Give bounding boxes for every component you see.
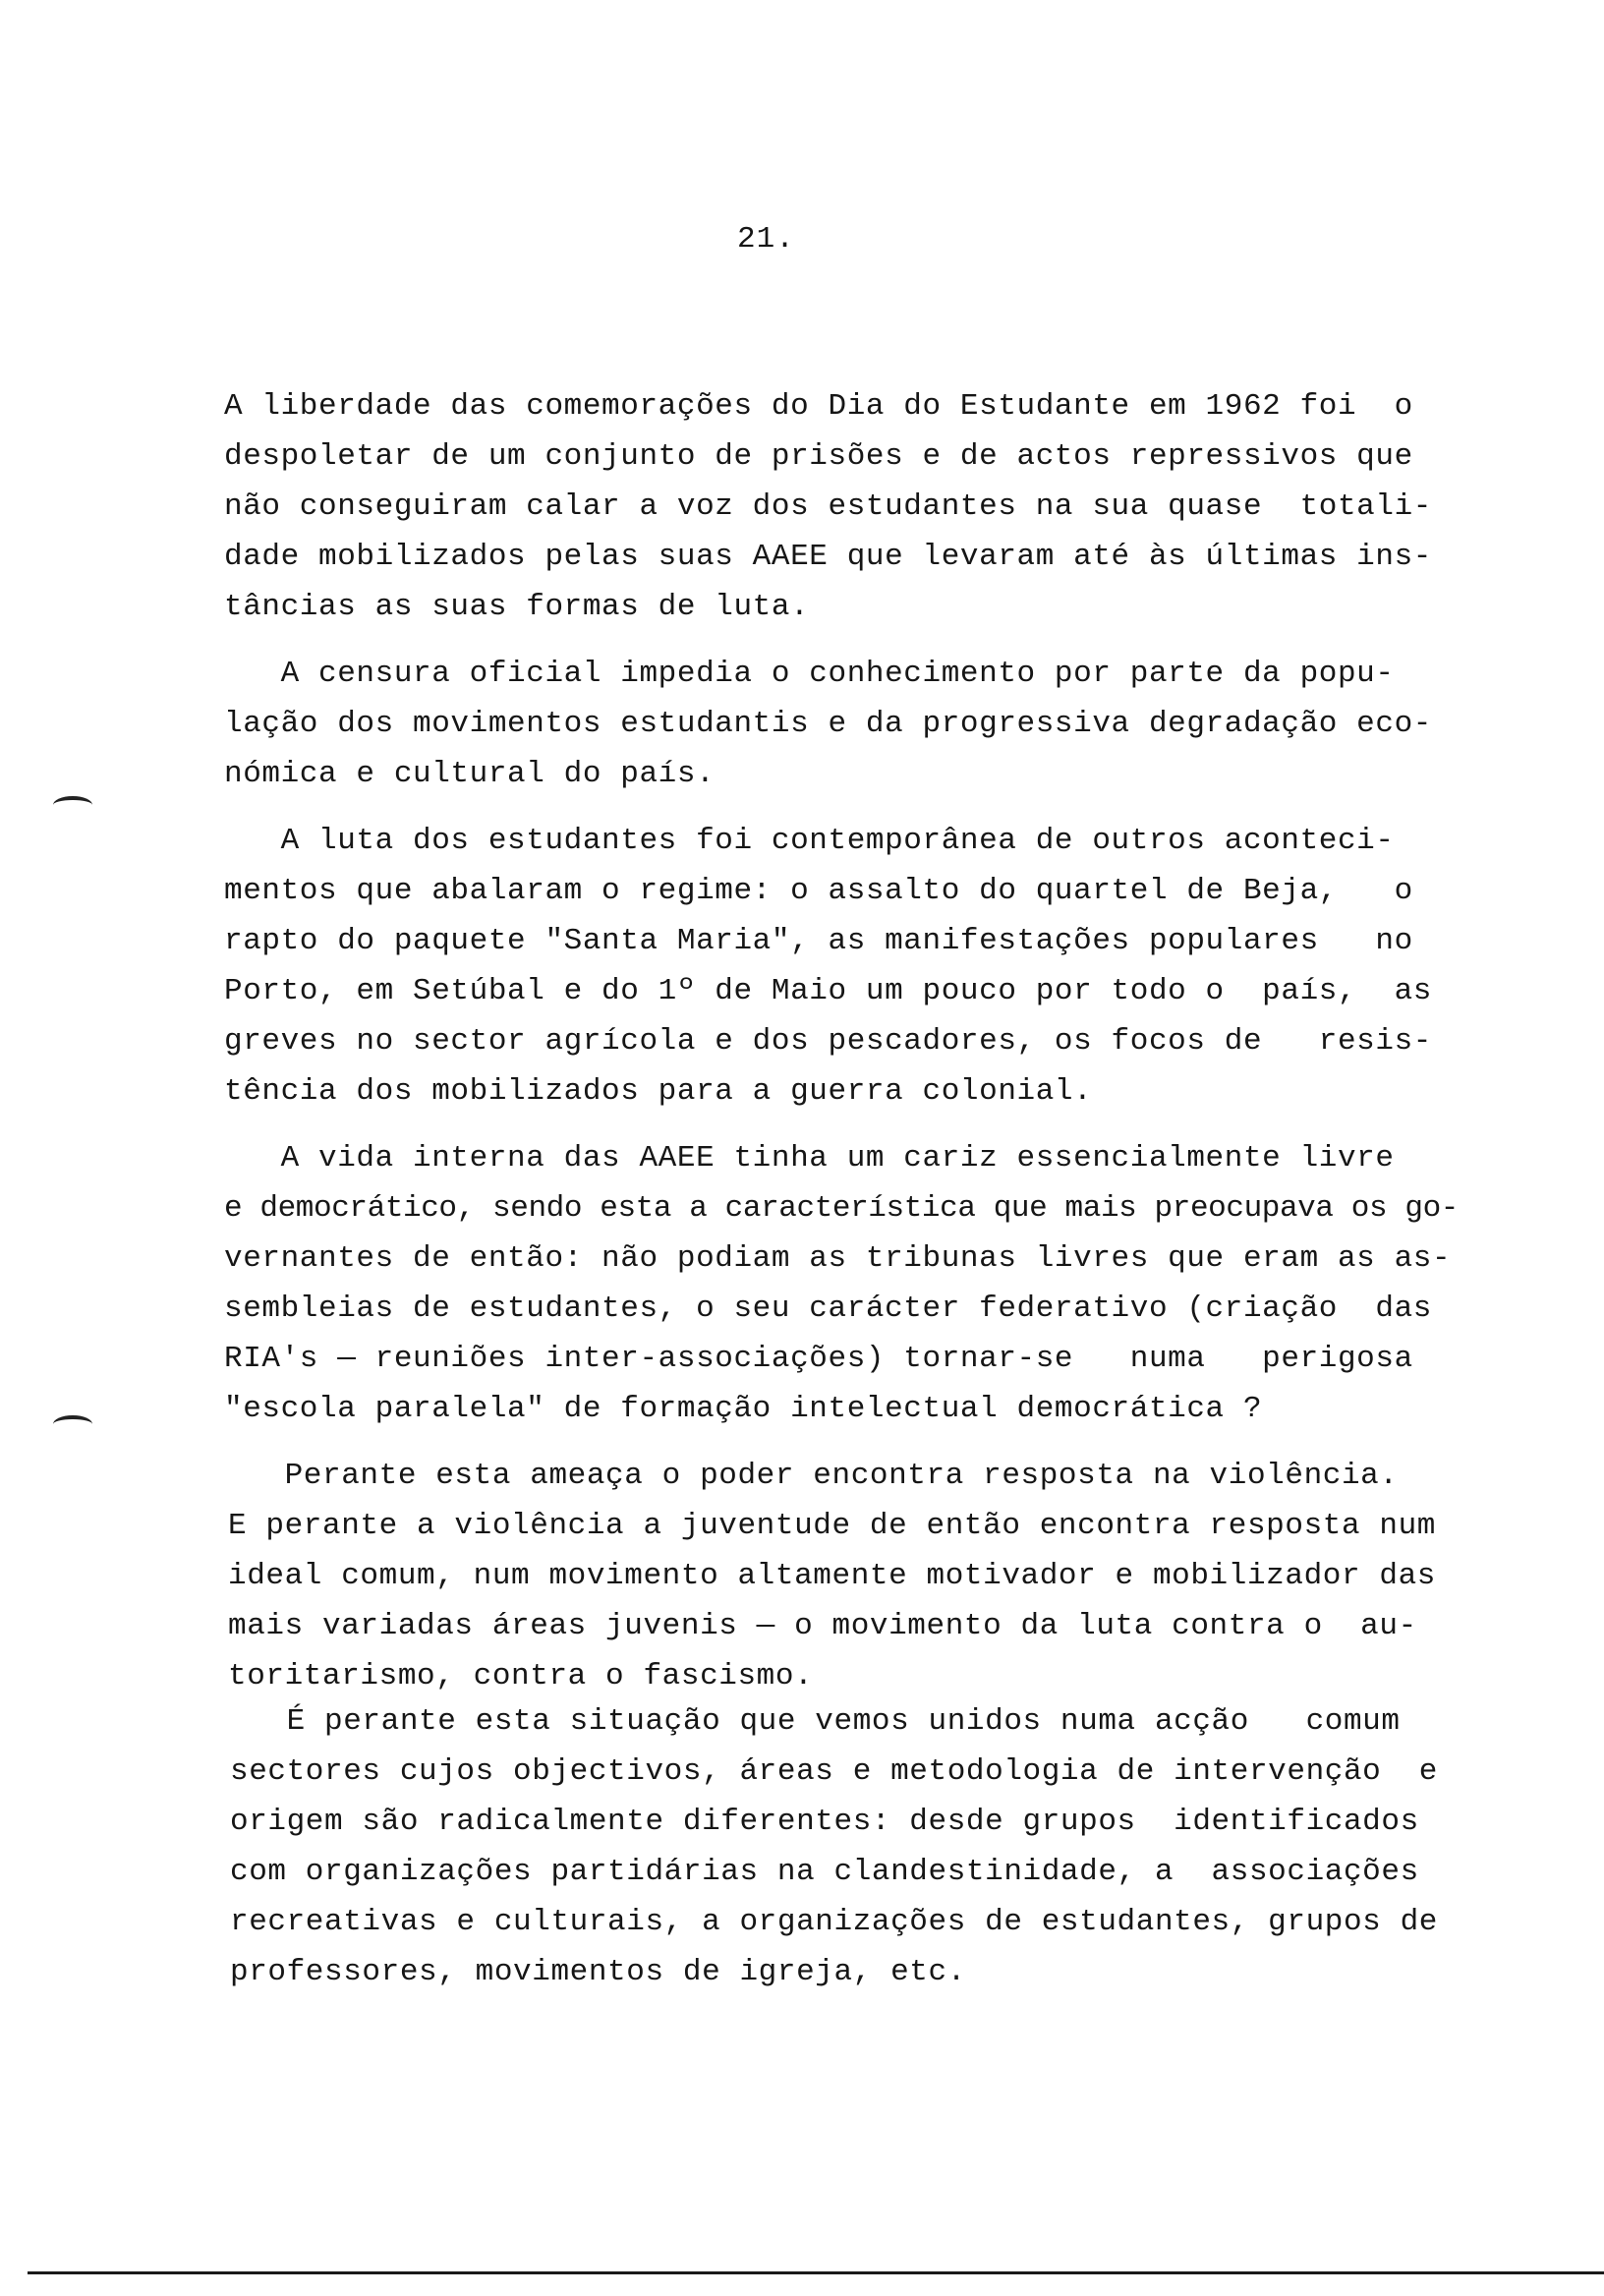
text-line: lação dos movimentos estudantis e da progressiva degradação eco-: [224, 707, 1432, 741]
text-line: e democrático, sendo esta a característica que mais preocupava os go-: [224, 1191, 1460, 1226]
text-line: tência dos mobilizados para a guerra colonial.: [224, 1074, 1093, 1109]
text-line: Perante esta ameaça o poder encontra resposta na violência.: [228, 1459, 1399, 1493]
text-line: tâncias as suas formas de luta.: [224, 590, 810, 624]
text-line: professores, movimentos de igreja, etc.: [230, 1955, 966, 1989]
text-line: "escola paralela" de formação intelectual democrática ?: [224, 1392, 1263, 1426]
text-line: despoletar de um conjunto de prisões e de actos repressivos que: [224, 439, 1413, 474]
text-line: não conseguiram calar a voz dos estudantes na sua quase totali-: [224, 489, 1432, 524]
text-line: nómica e cultural do país.: [224, 757, 716, 791]
margin-mark: [53, 1415, 92, 1433]
text-line: recreativas e culturais, a organizações de estudantes, grupos de: [230, 1905, 1438, 1939]
text-line: greves no sector agrícola e dos pescadores, os focos de resis-: [224, 1024, 1432, 1059]
text-line: toritarismo, contra o fascismo.: [228, 1659, 814, 1693]
text-line: A censura oficial impedia o conhecimento por parte da popu-: [224, 657, 1395, 691]
text-line: sectores cujos objectivos, áreas e metodologia de intervenção e: [230, 1754, 1438, 1789]
text-line: E perante a violência a juventude de então encontra resposta num: [228, 1509, 1436, 1543]
text-line: A liberdade das comemorações do Dia do Estudante em 1962 foi o: [224, 389, 1413, 424]
text-line: A vida interna das AAEE tinha um cariz essencialmente livre: [224, 1141, 1395, 1176]
text-line: sembleias de estudantes, o seu carácter federativo (criação das: [224, 1292, 1432, 1326]
page-number: 21.: [737, 222, 795, 257]
text-line: RIA's — reuniões inter-associações) tornar-se numa perigosa: [224, 1342, 1413, 1376]
text-line: mais variadas áreas juvenis — o movimento da luta contra o au-: [228, 1609, 1417, 1643]
text-line: vernantes de então: não podiam as tribunas livres que eram as as-: [224, 1241, 1452, 1276]
text-line: A luta dos estudantes foi contemporânea de outros aconteci-: [224, 824, 1395, 858]
text-line: É perante esta situação que vemos unidos numa acção comum: [230, 1704, 1401, 1739]
margin-mark: [53, 796, 92, 814]
text-line: ideal comum, num movimento altamente motivador e mobilizador das: [228, 1559, 1436, 1593]
text-line: Porto, em Setúbal e do 1º de Maio um pouco por todo o país, as: [224, 974, 1432, 1008]
text-line: com organizações partidárias na clandestinidade, a associações: [230, 1855, 1419, 1889]
text-line: rapto do paquete "Santa Maria", as manifestações populares no: [224, 924, 1413, 958]
bottom-rule: [28, 2271, 1604, 2274]
text-line: mentos que abalaram o regime: o assalto do quartel de Beja, o: [224, 874, 1413, 908]
text-line: dade mobilizados pelas suas AAEE que levaram até às últimas ins-: [224, 540, 1432, 574]
text-line: origem são radicalmente diferentes: desde grupos identificados: [230, 1805, 1419, 1839]
